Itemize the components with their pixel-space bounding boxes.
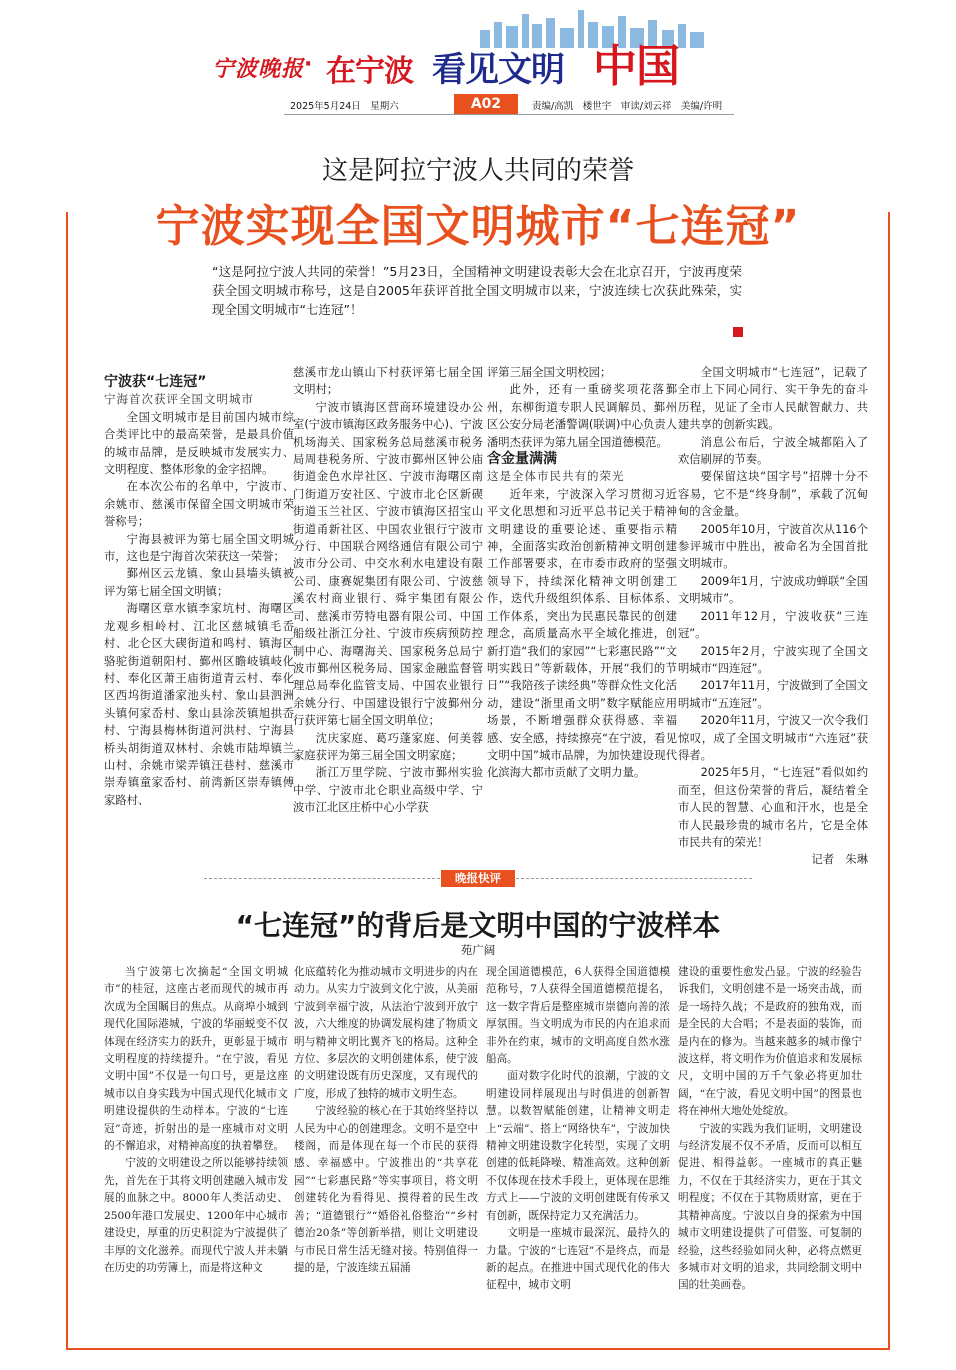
masthead-title-3: 中国 xyxy=(593,41,679,92)
paragraph: 沈庆家庭、葛巧蓬家庭、何美蓉家庭获评为第三届全国文明家庭； xyxy=(293,731,483,762)
commentary-column-1 xyxy=(104,964,288,1277)
paragraph: 慈溪市龙山镇山下村获评第七届全国文明村； xyxy=(293,366,483,397)
header-divider xyxy=(284,114,734,115)
masthead-dot: · xyxy=(304,52,313,77)
paragraph: 消息公布后，宁波全城都陷入了欢信刷屏的节奏。 xyxy=(678,435,868,467)
paragraph: 2015年2月，宁波实现了全国文明城市“四连冠”。 xyxy=(678,644,868,675)
main-headline: 宁波实现全国文明城市“七连冠” xyxy=(155,201,801,252)
paragraph: 2020年11月，宁波又一次令我们惊叹，成了全国文明城市“六连冠”获得者。 xyxy=(678,714,868,762)
paragraph: 全国文明城市“七连冠”，记载了全市上下同心同行、实干争先的奋斗历程，见证了全市人民献智献力、共建共享的创新实践。 xyxy=(678,366,868,432)
article-column-2 xyxy=(293,364,483,817)
commentary-label: 晚报快评 xyxy=(441,870,515,887)
paragraph: 2009年1月，宁波成功蝉联“全国文明城市”。 xyxy=(678,574,868,606)
commentary-column-2 xyxy=(294,964,478,1277)
kicker: 这是阿拉宁波人共同的荣誉 xyxy=(321,156,634,186)
paragraph: 现全国道德模范，6人获得全国道德模范称号，7人获得全国道德模范提名，这一数字背后是整座城市崇德向善的浓厚氛围。当文明成为市民的内在追求而非外在约束，城市的文明高度自然水涨船高。 xyxy=(486,966,670,1066)
masthead-title-2: 看见文明 xyxy=(432,50,564,90)
article-column-4 xyxy=(678,364,868,869)
paragraph: 文明是一座城市最深沉、最持久的力量。宁波的“七连冠”不是终点，而是新的起点。在推进中国式现代化的伟大征程中，城市文明 xyxy=(486,1227,670,1292)
paragraph: 宁波经验的核心在于其始终坚持以人民为中心的创建理念。文明不是空中楼阁，而是体现在每一个市民的获得感、幸福感中。宁波推出的“共享花园”“七彩惠民路”等实事项目，将文明创建转化为看得见、摸得着的民生改善；“道德银行”“婚俗礼俗整治”“乡村德治20条”等创新举措，则让文明建设与市民日常生活无缝对接。特别值得一提的是，宁波连续五届涌 xyxy=(294,1105,478,1274)
section-rule-right xyxy=(516,878,752,879)
frame-right xyxy=(888,212,890,1350)
paragraph: 宁波的实践为我们证明，文明建设与经济发展不仅不矛盾，反而可以相互促进、相得益彰。一座城市的真正魅力，不仅在于其经济实力，更在于其文明程度；不仅在于其物质财富，更在于其精神高度。宁波以自身的探索为中国城市文明建设提供了可借鉴、可复制的经验，这些经验如同火种，必将点燃更多城市对文明的追求，共同绘制文明中国的壮美画卷。 xyxy=(678,1122,862,1292)
paragraph: 海曙区章水镇李家坑村、海曙区龙观乡相岭村、江北区慈城镇毛岙村、北仑区大碶街道和鸣村、镇海区骆驼街道朝阳村、鄞州区瞻岐镇岐化村、奉化区萧王庙街道青云村、奉化区西坞街道潘家池头村、象山县泗洲头镇何家岙村、象山县涂茨镇旭拱岙村、宁海县梅林街道河洪村、宁海县桥头胡街道双林村、余姚市陆埠镇兰山村、余姚市梁弄镇汪巷村、慈溪市崇寿镇童家岙村、前湾新区崇寿镇傅家路村、 xyxy=(104,602,294,807)
paragraph: 全国文明城市是目前国内城市综合类评比中的最高荣誉，是最具价值的城市品牌，是反映城市发展实力、文明程度、整体形象的金字招牌。 xyxy=(104,410,294,477)
paragraph: 2017年11月，宁波做到了全国文明城市“五连冠”。 xyxy=(678,679,868,710)
frame-bottom xyxy=(66,1348,890,1350)
section-title: 含金量满满 xyxy=(487,451,557,468)
paragraph: 要保留这块“国字号”招牌十分不容易，它不是“终身制”，承载了沉甸甸的含金量。 xyxy=(678,470,868,519)
paragraph: 此外，还有一重磅奖项花落鄞州，东柳街道专职人民调解员、鄞州区公安分局老潘警调(联调)中心负责人潘明杰获评为第九届全国道德模范。 xyxy=(487,383,677,449)
section-subtitle: 宁海首次获评全国文明城市 xyxy=(104,392,254,407)
lead-paragraph: “这是阿拉宁波人共同的荣誉！”5月23日，全国精神文明建设表彰大会在北京召开，宁波再度荣获全国文明城市称号，这是自2005年获评首批全国文明城市以来，宁波连续七次获此殊荣，实现全国文明城市“七连冠”！ xyxy=(212,264,742,317)
paragraph: 面对数字化时代的浪潮，宁波的文明建设同样展现出与时俱进的创新智慧。以数智赋能创建，让精神文明走上“云端”、搭上“网络快车”，宁波加快精神文明建设数字化转型，实现了文明创建的低耗降噪、精准高效。这种创新不仅体现在技术手段上，更体现在思维方式上——宁波的文明创建既有传承又有创新，既保持定力又充满活力。 xyxy=(486,1070,670,1222)
editor-credits: 责编/高凯 楼世宇 审读/刘云祥 美编/许明 xyxy=(532,101,723,112)
page-number-badge: A02 xyxy=(454,94,518,114)
commentary-title: “七连冠”的背后是文明中国的宁波样本 xyxy=(235,909,721,942)
paragraph: 鄞州区云龙镇、象山县墙头镇被评为第七届全国文明镇； xyxy=(104,567,294,598)
masthead-title-1: 在宁波 xyxy=(326,54,413,89)
frame-left xyxy=(66,212,68,1350)
section-rule-left xyxy=(204,878,440,879)
commentary-column-4 xyxy=(678,964,862,1295)
section-subtitle: 这是全体市民共有的荣光 xyxy=(487,469,625,484)
paragraph: 2005年10月，宁波首次从116个参评城市中胜出，被命名为全国首批文明城市。 xyxy=(678,522,868,571)
article-column-1 xyxy=(104,364,294,809)
paragraph: 2011年12月，宁波收获“三连冠”。 xyxy=(678,609,868,641)
paragraph: 浙江万里学院、宁波市鄞州实验中学、宁波市北仑职业高级中学、宁波市江北区庄桥中心小学获 xyxy=(293,766,483,815)
commentary-column-3 xyxy=(486,964,670,1295)
commentary-author: 苑广阔 xyxy=(460,943,496,957)
paragraph: 评第三届全国文明校园； xyxy=(487,366,612,379)
paragraph: 近年来，宁波深入学习贯彻习近平文化思想和习近平总书记关于精神文明建设的重要论述、重要指示精神，全面落实政治创新精神文明创建工作部署要求，在市委市政府的坚强领导下，持续深化精神文明创建工作，迭代升级组织体系、目标体系、工作体系，突出为民惠民靠民的创建理念，高质量高水平全域化推进，创新打造“我们的家园”“七彩惠民路”“文明实践日”等新载体，开展“我们的节日”“我陪孩子读经典”等群众性文化活动，建设“浙里甬文明”数字赋能应用场景，不断增强群众获得感、幸福感、安全感，持续擦亮“在宁波，看见文明中国”城市品牌，为加快建设现代化滨海大都市贡献了文明力量。 xyxy=(487,487,677,780)
paragraph: 宁海县被评为第七届全国文明城市，这也是宁海首次荣获这一荣誉； xyxy=(104,532,294,564)
issue-date: 2025年5月24日 星期六 xyxy=(290,101,399,112)
newspaper-logo: 宁波晚报 xyxy=(212,56,305,82)
paragraph: 2025年5月，“七连冠”看似如约而至，但这份荣誉的背后，凝结着全市人民的智慧、心血和汗水，也是全市人民最珍贵的城市名片，它是全体市民共有的荣光！ xyxy=(678,766,868,849)
paragraph: 宁波的文明建设之所以能够持续领先，首先在于其将文明创建融入城市发展的血脉之中。8000年人类活动史、2500年港口发展史、1200年中心城市建设史，厚重的历史积淀为宁波提供了丰厚的文化滋养。而现代宁波人并未躺在历史的功劳簿上，而是将这种文 xyxy=(104,1157,288,1274)
section-title: 宁波获“七连冠” xyxy=(104,374,207,390)
paragraph: 建设的重要性愈发凸显。宁波的经验告诉我们，文明创建不是一场突击战，而是一场持久战；不是政府的独角戏，而是全民的大合唱；不是表面的装饰，而是内在的修为。当越来越多的城市像宁波这样，将文明作为价值追求和发展标尺，文明中国的万千气象必将更加壮阔，“在宁波，看见文明中国”的图景也将在神州大地处处绽放。 xyxy=(678,966,862,1118)
paragraph: 化底蕴转化为推动城市文明进步的内在动力。从实力宁波到文化宁波，从美丽宁波到幸福宁波，从法治宁波到开放宁波，六大维度的协调发展构建了物质文明与精神文明比翼齐飞的格局。这种全方位、多层次的文明创建体系，使宁波的文明建设既有历史深度，又有现代的广度，形成了独特的城市文明生态。 xyxy=(294,966,478,1100)
paragraph: 在本次公布的名单中，宁波市、余姚市、慈溪市保留全国文明城市荣誉称号； xyxy=(104,480,294,529)
byline: 记者 朱琳 xyxy=(811,853,868,867)
paragraph: 当宁波第七次摘起“全国文明城市”的桂冠，这座古老而现代的城市再次成为全国瞩目的焦点。从商埠小城到现代化国际港城，宁波的华丽蜕变不仅体现在经济实力的跃升，更彰显于城市文明程度的持续提升。“在宁波，看见文明中国”不仅是一句口号，更是这座城市以自身实践为中国式现代化城市文明建设提供的生动样本。宁波的“七连冠”奇迹，折射出的是一座城市对文明的不懈追求，对精神高度的执着攀登。 xyxy=(104,966,288,1153)
article-column-3 xyxy=(487,364,677,782)
paragraph: 宁波市镇海区营商环境建设办公室(宁波市镇海区政务服务中心)、宁波机场海关、国家税务总局慈溪市税务局周巷税务所、宁波市鄞州区钟公庙街道金色水岸社区、宁波市海曙区南门街道万安社区、宁波市北仑区新碶街道玉兰社区、宁波市镇海区招宝山街道甬新社区、中国农业银行宁波市分行、中国联合网络通信有限公司宁波市分公司、中交水利水电建设有限公司、康赛妮集团有限公司、宁波慈溪农村商业银行、舜宇集团有限公司、慈溪市劳特电器有限公司、中国船级社浙江分社、宁波市疾病预防控制中心、海曙海关、国家税务总局宁波市鄞州区税务局、国家金融监督管理总局奉化监管支局、中国农业银行余姚分行、中国建设银行宁波鄞州分行获评第七届全国文明单位； xyxy=(293,400,483,728)
lead-end-mark xyxy=(733,327,743,337)
